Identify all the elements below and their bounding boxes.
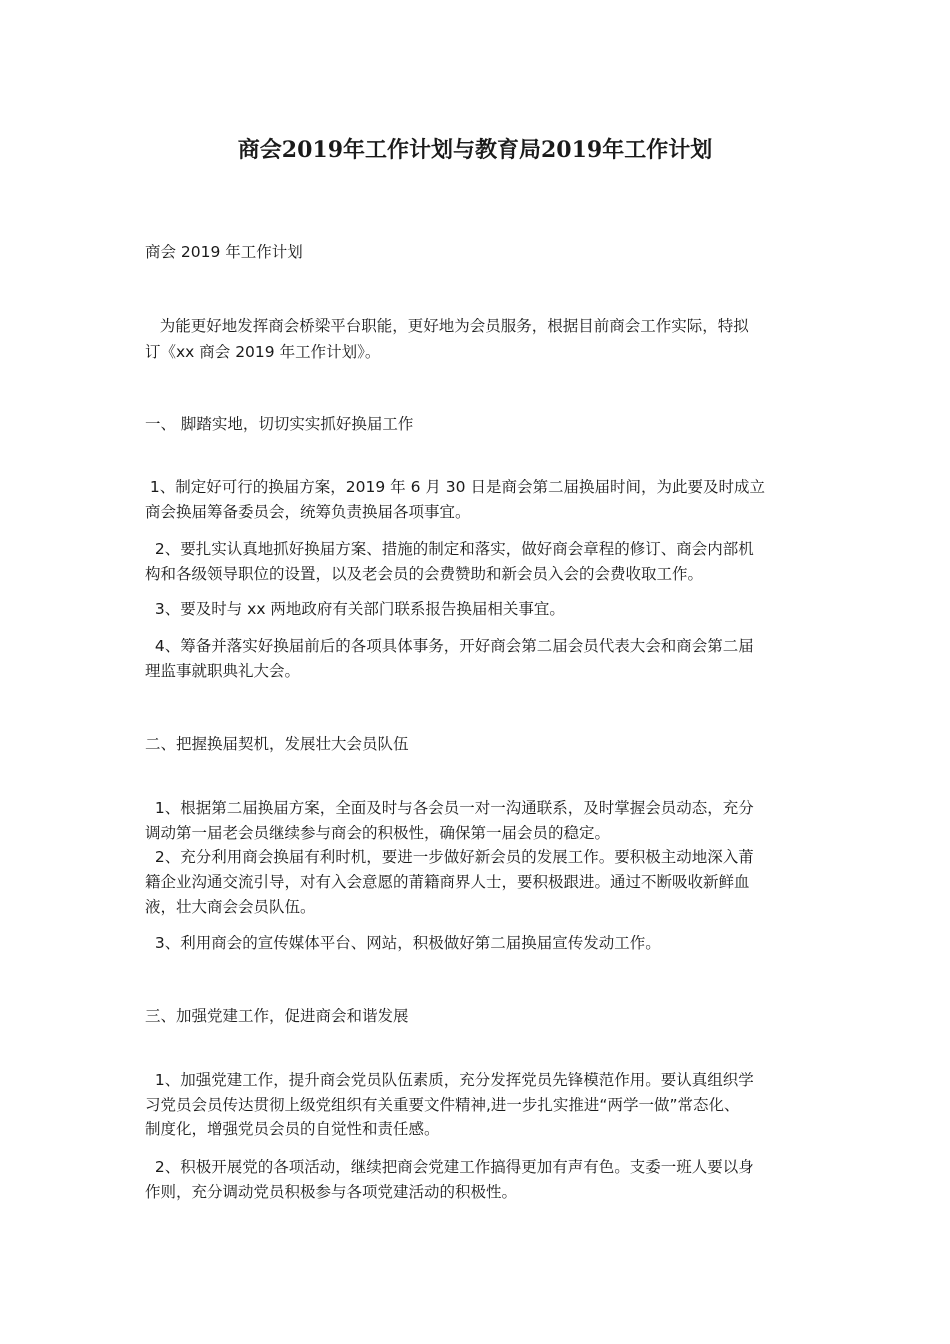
section-2-item-1-line-1: 1、根据第二届换届方案，全面及时与各会员一对一沟通联系，及时掌握会员动态，充分 [145,799,754,817]
section-3-item-1-line-3: 制度化，增强党员会员的自觉性和责任感。 [145,1120,440,1138]
section-1-heading: 一、 脚踏实地，切切实实抓好换届工作 [145,415,414,433]
section-1-item-2-line-2: 构和各级领导职位的设置，以及老会员的会费赞助和新会员入会的会费收取工作。 [145,565,704,583]
section-3-item-1-line-2: 习党员会员传达贯彻上级党组织有关重要文件精神,进一步扎实推进“两学一做”常态化、 [145,1096,740,1114]
intro-line-2: 订《xx 商会 2019 年工作计划》。 [145,343,381,361]
section-1-item-2-line-1: 2、要扎实认真地抓好换届方案、措施的制定和落实，做好商会章程的修订、商会内部机 [145,540,754,558]
section-2-item-2-line-1: 2、充分利用商会换届有利时机，要进一步做好新会员的发展工作。要积极主动地深入莆 [145,848,754,866]
section-title: 商会 2019 年工作计划 [145,243,303,261]
section-2-item-2-line-3: 液，壮大商会会员队伍。 [145,898,316,916]
section-1-item-3-line-1: 3、要及时与 xx 两地政府有关部门联系报告换届相关事宜。 [145,600,565,618]
section-2-heading: 二、把握换届契机，发展壮大会员队伍 [145,735,409,753]
section-1-item-1-line-1: 1、制定好可行的换届方案，2019 年 6 月 30 日是商会第二届换届时间，为此要及时成立 [145,478,765,496]
section-3-heading: 三、加强党建工作，促进商会和谐发展 [145,1007,409,1025]
document-title: 商会2019年工作计划与教育局2019年工作计划 [237,137,713,163]
section-2-item-1-line-2: 调动第一届老会员继续参与商会的积极性，确保第一届会员的稳定。 [145,824,611,842]
section-2-item-2-line-2: 籍企业沟通交流引导，对有入会意愿的莆籍商界人士，要积极跟进。通过不断吸收新鲜血 [145,873,750,891]
intro-line-1: 为能更好地发挥商会桥梁平台职能，更好地为会员服务，根据目前商会工作实际，特拟 [145,317,749,335]
section-3-item-2-line-1: 2、积极开展党的各项活动，继续把商会党建工作搞得更加有声有色。支委一班人要以身 [145,1158,754,1176]
section-3-item-2-line-2: 作则，充分调动党员积极参与各项党建活动的积极性。 [145,1183,518,1201]
section-3-item-1-line-1: 1、加强党建工作，提升商会党员队伍素质，充分发挥党员先锋模范作用。要认真组织学 [145,1071,754,1089]
section-1-item-1-line-2: 商会换届筹备委员会，统筹负责换届各项事宜。 [145,503,471,521]
section-1-item-4-line-1: 4、筹备并落实好换届前后的各项具体事务，开好商会第二届会员代表大会和商会第二届 [145,637,754,655]
section-2-item-3-line-1: 3、利用商会的宣传媒体平台、网站，积极做好第二届换届宣传发动工作。 [145,934,661,952]
section-1-item-4-line-2: 理监事就职典礼大会。 [145,662,301,680]
